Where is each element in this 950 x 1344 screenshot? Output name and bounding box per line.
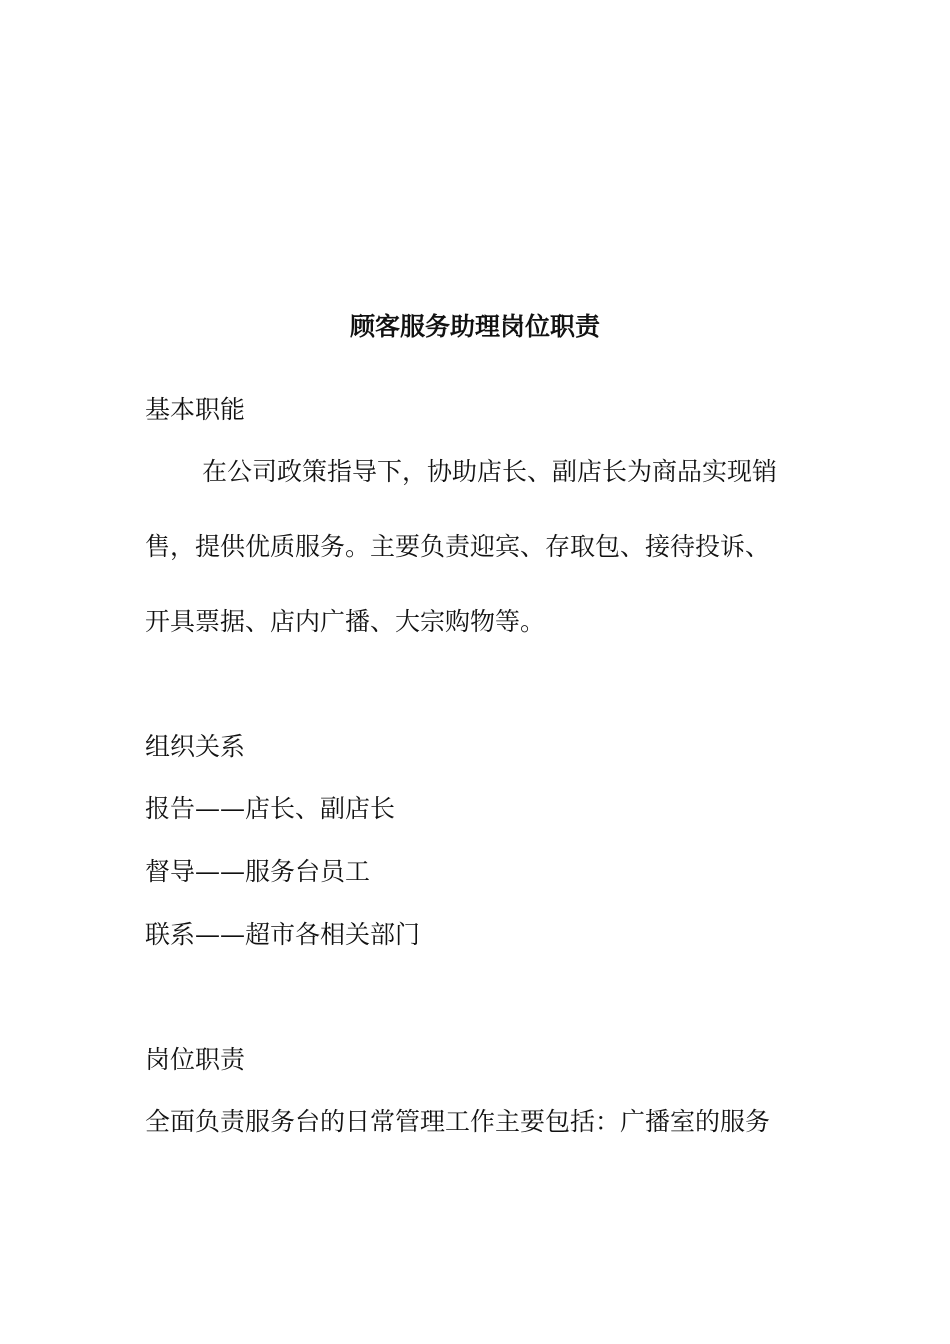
paragraph-line: 开具票据、店内广播、大宗购物等。	[145, 607, 546, 636]
section-heading-organization: 组织关系	[145, 732, 246, 761]
relation-line-supervise: 督导——服务台员工	[145, 857, 371, 886]
section-heading-basic-functions: 基本职能	[145, 395, 246, 424]
relation-line-report: 报告——店长、副店长	[145, 794, 396, 823]
paragraph-line: 在公司政策指导下，协助店长、副店长为商品实现销	[202, 457, 778, 486]
document-title: 顾客服务助理岗位职责	[349, 312, 600, 341]
relation-line-contact: 联系——超市各相关部门	[145, 920, 421, 949]
paragraph-line: 全面负责服务台的日常管理工作主要包括：广播室的服务	[145, 1107, 771, 1136]
paragraph-line: 售，提供优质服务。主要负责迎宾、存取包、接待投诉、	[145, 532, 771, 561]
section-heading-responsibilities: 岗位职责	[145, 1045, 246, 1074]
